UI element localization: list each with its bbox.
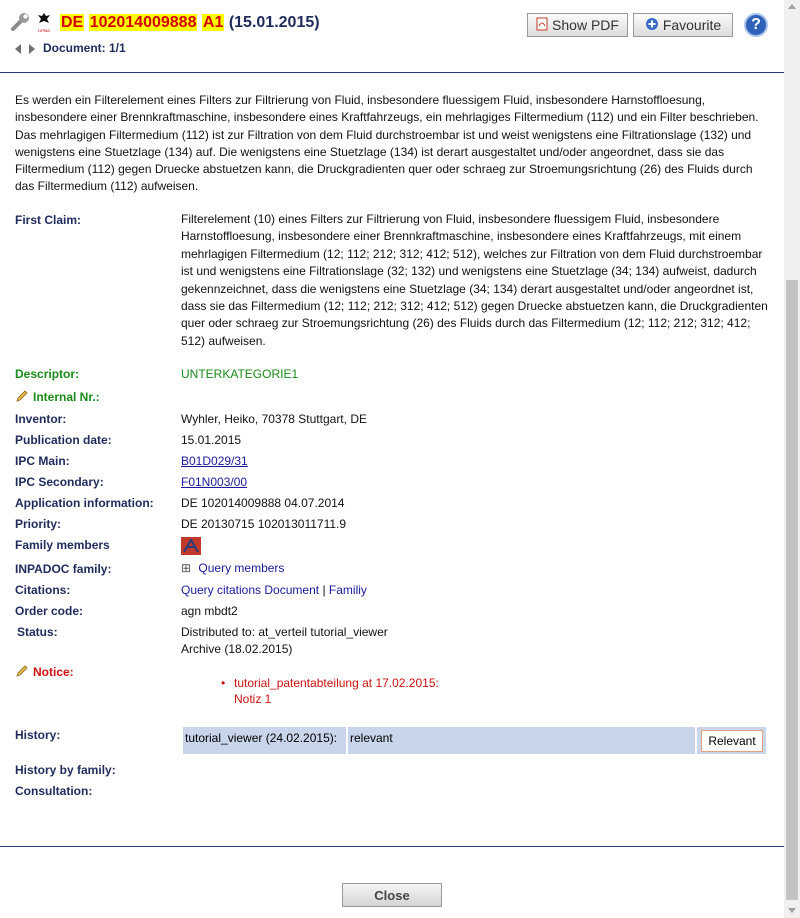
help-icon[interactable]: ? bbox=[744, 13, 768, 37]
edit-notice-pencil-icon[interactable] bbox=[15, 664, 29, 681]
descriptor-value: UNTERKATEGORIE1 bbox=[181, 367, 299, 381]
edit-pencil-icon[interactable] bbox=[15, 389, 29, 406]
publication-date-label: Publication date: bbox=[15, 433, 112, 447]
country-code: DE bbox=[61, 14, 84, 31]
previous-document-icon[interactable] bbox=[15, 44, 21, 54]
inpadoc-family-label: INPADOC family: bbox=[15, 562, 112, 576]
publication-date-title: (15.01.2015) bbox=[228, 14, 320, 31]
favourite-button[interactable] bbox=[633, 13, 733, 37]
ipc-secondary-label: IPC Secondary: bbox=[15, 475, 104, 489]
history-table-row bbox=[183, 727, 766, 754]
citations-label: Citations: bbox=[15, 583, 71, 597]
dpma-eagle-icon bbox=[36, 12, 52, 33]
ipc-main-link[interactable]: B01D029/31 bbox=[181, 454, 248, 468]
scroll-down-arrow-icon[interactable] bbox=[788, 908, 796, 913]
priority-value: DE 20130715 102013011711.9 bbox=[181, 517, 347, 531]
family-members-label: Family members bbox=[15, 538, 110, 552]
notice-row bbox=[15, 664, 74, 681]
pdf-icon bbox=[536, 17, 548, 34]
ipc-main-label: IPC Main: bbox=[15, 454, 70, 468]
first-claim-label: First Claim: bbox=[15, 213, 82, 227]
expand-icon[interactable]: ⊞ bbox=[181, 561, 192, 575]
scrollbar-thumb[interactable] bbox=[786, 280, 798, 900]
wrench-icon[interactable] bbox=[9, 11, 31, 36]
status-label: Status: bbox=[17, 625, 58, 639]
descriptor-label: Descriptor: bbox=[15, 367, 80, 381]
history-by-family-label: History by family: bbox=[15, 763, 116, 777]
show-pdf-label: Show PDF bbox=[552, 17, 619, 33]
internal-nr-row bbox=[15, 389, 100, 406]
notice-line-1: tutorial_patentabteilung at 17.02.2015: bbox=[234, 676, 439, 690]
application-information-value: DE 102014009888 04.07.2014 bbox=[181, 496, 345, 510]
history-value: relevant bbox=[350, 731, 393, 745]
document-navigation bbox=[15, 41, 126, 55]
kind-code: A1 bbox=[202, 14, 224, 31]
order-code-label: Order code: bbox=[15, 604, 84, 618]
citations-document-link[interactable]: Document bbox=[264, 583, 320, 597]
publication-date-value: 15.01.2015 bbox=[181, 433, 242, 447]
close-button[interactable]: Close bbox=[342, 883, 442, 907]
status-line-2: Archive (18.02.2015) bbox=[181, 642, 293, 656]
internal-nr-label: Internal Nr.: bbox=[33, 390, 100, 404]
citations-links bbox=[181, 583, 367, 597]
notice-line-2: Notiz 1 bbox=[234, 692, 272, 706]
page-title bbox=[60, 14, 320, 32]
citations-separator: | bbox=[322, 583, 326, 597]
document-header bbox=[0, 0, 784, 73]
inventor-value: Wyhler, Heiko, 70378 Stuttgart, DE bbox=[181, 412, 367, 426]
notice-label: Notice: bbox=[33, 665, 74, 679]
status-line-1: Distributed to: at_verteil tutorial_viewer bbox=[181, 625, 388, 639]
dpma-logo-text: DPMA bbox=[38, 28, 50, 33]
priority-label: Priority: bbox=[15, 517, 62, 531]
relevant-button[interactable]: Relevant bbox=[701, 730, 763, 752]
footer-divider bbox=[0, 846, 784, 847]
add-favourite-icon bbox=[645, 17, 659, 34]
inventor-label: Inventor: bbox=[15, 412, 67, 426]
query-citations-link[interactable]: Query citations bbox=[181, 583, 262, 597]
show-pdf-button[interactable] bbox=[527, 13, 628, 37]
publication-number: 102014009888 bbox=[89, 14, 197, 31]
order-code-value: agn mbdt2 bbox=[181, 604, 238, 618]
history-label: History: bbox=[15, 728, 61, 742]
ipc-secondary-link[interactable]: F01N003/00 bbox=[181, 475, 248, 489]
consultation-label: Consultation: bbox=[15, 784, 93, 798]
first-claim-text: Filterelement (10) eines Filters zur Filtrierung von Fluid, insbesondere fluessigem Fluid, insbesondere Harnstoffloesung, insbesondere einer Brennkraftmaschine, insbesondere eines Kraftfahrzeugs, mit einem mehrlagigen Filtermedium (12; 112; 212; 312; 412; 512), welches zur Filtration von dem Fluid durchstroembar ist und wenigstens eine Filtrationslage (32; 132) und wenigstens eine Stuetzlage (34; 134) aufweist, dadurch gekennzeichnet, dass die wenigstens eine Stuetzlage (34; 134) derart ausgestaltet und/oder angeordnet ist, dass sie das Filtermedium (12; 112; 212; 312; 412; 512) gegen Druecke abstuetzen kann, die Druckgradienten quer oder schraeg zur Stroemungsrichtung (26) des Fluids durch das Filtermedium (12; 112; 212; 312; 412; 512) aufweisen. bbox=[181, 212, 768, 348]
citations-family-link[interactable]: Familiy bbox=[328, 583, 367, 597]
favourite-label: Favourite bbox=[662, 17, 722, 33]
history-user: tutorial_viewer (24.02.2015): bbox=[185, 731, 338, 745]
family-members-icon[interactable] bbox=[181, 537, 201, 555]
next-document-icon[interactable] bbox=[29, 44, 35, 54]
notice-bullet: • bbox=[221, 676, 226, 690]
query-members-link[interactable]: Query members bbox=[198, 561, 285, 575]
abstract-text: Es werden ein Filterelement eines Filters zur Filtrierung von Fluid, insbesondere fluessigem Fluid, insbesondere Harnstoffloesung, insbesondere einer Brennkraftmaschine, insbesondere eines Kraftfahrzeugs, ein mehrlagiges Filtermedium (112) und ein Filter beschrieben. Das mehrlagigen Filtermedium (112) ist zur Filtration von dem Fluid durchstroembar ist und weist wenigstens eine Filtrationslage (132) und wenigstens eine Stuetzlage (134) auf. Die wenigstens eine Stuetzlage (134) ist derart ausgestaltet und/oder angeordnet, dass sie das Filtermedium (112) gegen Druecke abstuetzen kann, die Druckgradienten quer oder schraeg zur Stroemungsrichtung (26) des Fluids durch das Filtermedium (112) aufweisen. bbox=[15, 93, 759, 194]
application-information-label: Application information: bbox=[15, 496, 154, 510]
document-counter: Document: 1/1 bbox=[43, 41, 126, 55]
scroll-up-arrow-icon[interactable] bbox=[788, 4, 796, 9]
